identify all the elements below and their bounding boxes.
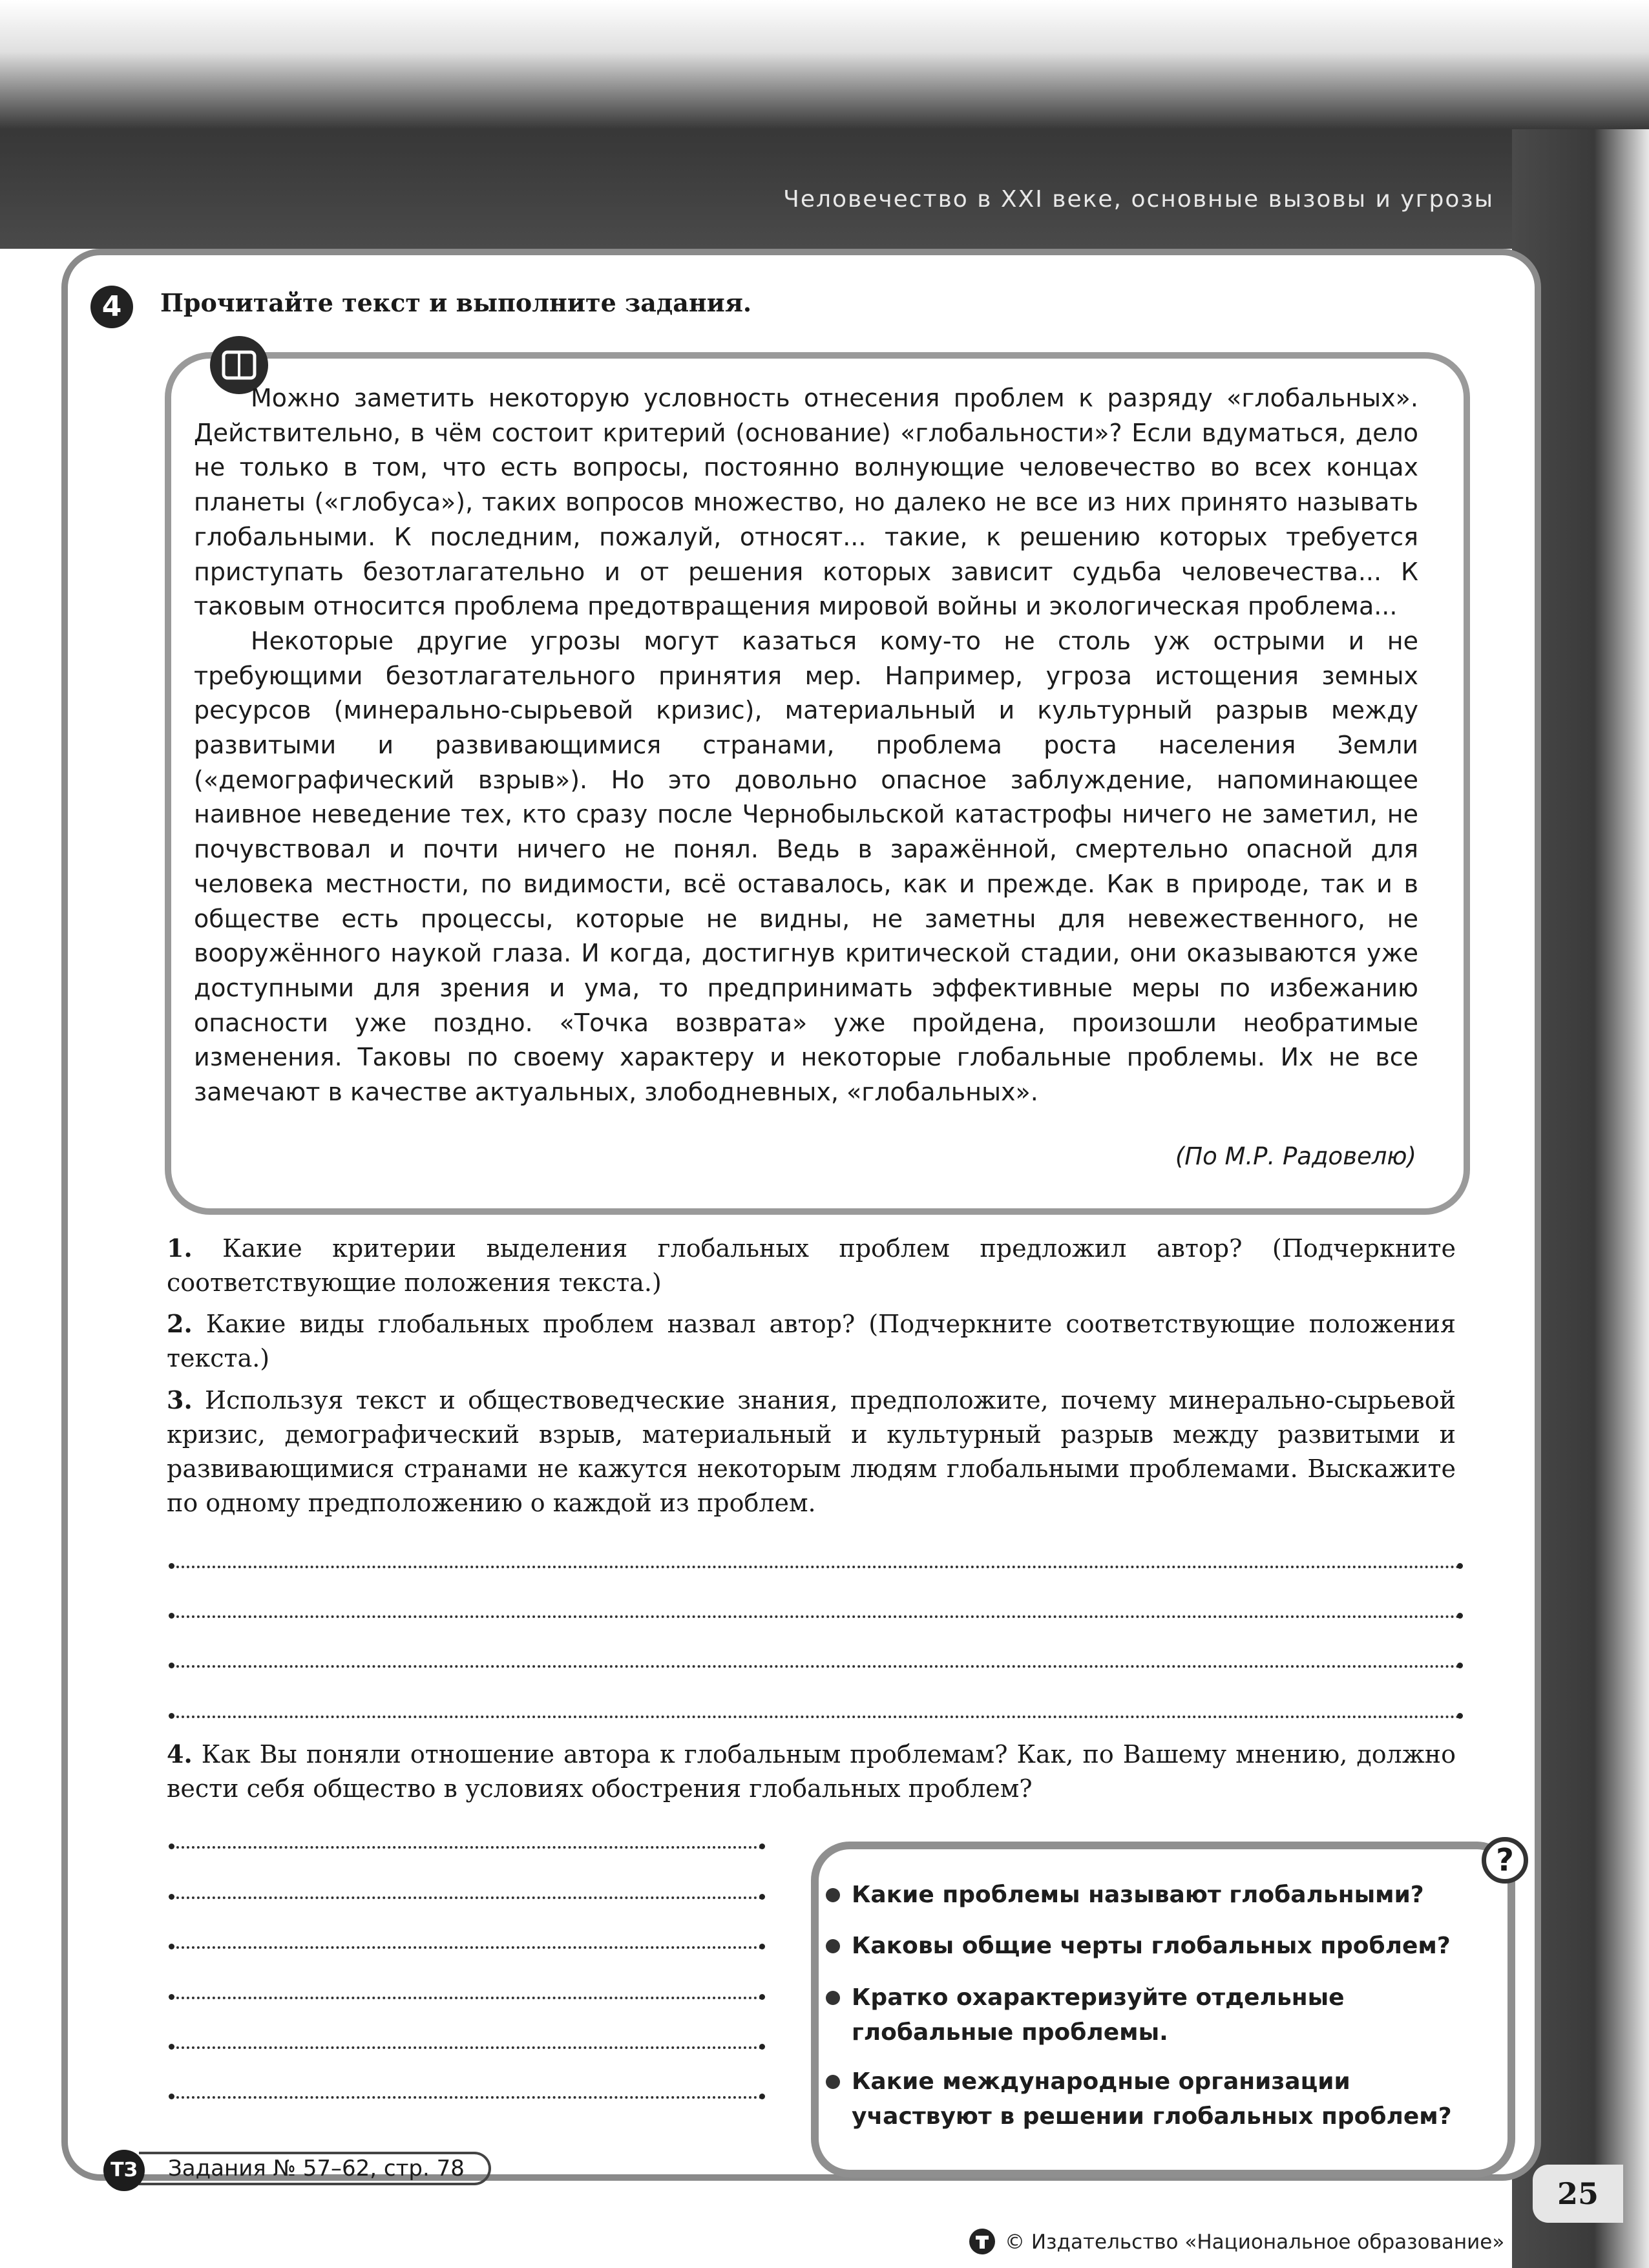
answer-line[interactable] xyxy=(171,1946,762,1949)
publisher-credit xyxy=(1005,2231,1504,2254)
question-1 xyxy=(167,1231,1456,1300)
question-3 xyxy=(167,1383,1456,1520)
question-number: 1. xyxy=(167,1234,193,1263)
header-fade xyxy=(0,0,1649,129)
review-item-text: Кратко охарактеризуйте отдельные глобальные проблемы. xyxy=(852,1984,1345,2046)
reading-paragraph-2: Некоторые другие угрозы могут казаться кому-то не столь уж острыми и не требующими безотлагательного принятия мер. Например, угроза истощения земных ресурсов (минерально-сырьевой кризис), материальный и культурный разрыв между развитыми и развивающимися странами, проблема роста населения Земли («демографический взрыв»). Но это довольно опасное заблуждение, напоминающее наивное неведение тех, кто сразу после Чернобыльской катастрофы ничего не заметил, не почувствовал и почти ничего не понял. Ведь в заражённой, смертельно опасной для человека местности, по видимости, всё оставалось, как и прежде. Как в природе, так и в обществе есть процессы, которые не видны, не заметны для невежественного, не вооружённого наукой глаза. И когда, достигнув критической стадии, они оказываются уже доступными для зрения и ума, то предпринимать эффективные меры по избежанию опасности уже поздно. «Точка возврата» уже пройдена, произошли необратимые изменения. Таковы по своему характеру и некоторые глобальные проблемы. Их не все замечают в качестве актуальных, злободневных, «глобальных». xyxy=(194,626,1418,1107)
question-mark-icon: ? xyxy=(1482,1837,1528,1884)
review-item-text: Каковы общие черты глобальных проблем? xyxy=(852,1933,1451,1959)
bullet-icon xyxy=(826,2075,840,2089)
reading-source: (По М.Р. Радовелю) xyxy=(1175,1142,1416,1170)
review-item xyxy=(852,1980,1498,2050)
review-item-text: Какие международные организации участвуют в решении глобальных проблем? xyxy=(852,2068,1452,2130)
question-number: 4. xyxy=(167,1739,193,1769)
task-heading: Прочитайте текст и выполните задания. xyxy=(160,288,752,317)
answer-line[interactable] xyxy=(171,1997,762,1999)
page-number: 25 xyxy=(1533,2165,1623,2223)
review-item xyxy=(852,1878,1498,1913)
question-number: 2. xyxy=(167,1309,193,1338)
answer-line[interactable] xyxy=(171,1615,1460,1618)
answer-line[interactable] xyxy=(171,1846,762,1849)
workbook-reference: Задания № 57–62, стр. 78 xyxy=(139,2152,491,2185)
answer-line[interactable] xyxy=(171,2096,762,2099)
publisher-logo-icon xyxy=(967,2227,997,2256)
answer-line[interactable] xyxy=(171,1665,1460,1668)
review-item xyxy=(852,2064,1498,2134)
review-item xyxy=(852,1929,1498,1964)
answer-line[interactable] xyxy=(171,1716,1460,1718)
bullet-icon xyxy=(826,1888,840,1902)
answer-line[interactable] xyxy=(171,2046,762,2049)
review-item-text: Какие проблемы называют глобальными? xyxy=(852,1882,1424,1908)
question-text: Какие критерии выделения глобальных проблем предложил автор? (Подчеркните соответствующие положения текста.) xyxy=(167,1234,1456,1297)
tz-badge: ТЗ xyxy=(103,2150,145,2191)
answer-line[interactable] xyxy=(171,1566,1460,1568)
question-text: Используя текст и обществоведческие знания, предположите, почему минерально-сырьевой кризис, демографический взрыв, материальный и культурный разрыв между развитыми и развивающимися странами не кажутся некоторым людям глобальными проблемами. Выскажите по одному предположению о каждой из проблем. xyxy=(167,1386,1456,1517)
reading-paragraph-1: Можно заметить некоторую условность отнесения проблем к разряду «глобальных». Действительно, в чём состоит критерий (основание) «глобальности»? Если вдуматься, дело не только в том, что есть вопросы, постоянно волнующие человечество во всех концах планеты («глобуса»), таких вопросов множество, но далеко не все из них принято называть глобальными. К последним, пожалуй, относят... такие, к решению которых требуется приступать безотлагательно и от решения которых зависит судьба человечества... К таковым относится проблема предотвращения мировой войны и экологическая проблема... xyxy=(194,384,1418,621)
question-text: Какие виды глобальных проблем назвал автор? (Подчеркните соответствующие положения текста.) xyxy=(167,1310,1456,1372)
publisher-text: © Издательство «Национальное образование» xyxy=(1005,2231,1505,2254)
chapter-title: Человечество в XXI веке, основные вызовы и угрозы xyxy=(783,186,1494,213)
question-text: Как Вы поняли отношение автора к глобальным проблемам? Как, по Вашему мнению, должно вести себя общество в условиях обострения глобальных проблем? xyxy=(167,1740,1456,1803)
question-2 xyxy=(167,1307,1456,1376)
task-number-badge: 4 xyxy=(90,286,133,328)
question-4 xyxy=(167,1737,1456,1806)
reading-text xyxy=(194,381,1418,1110)
question-number: 3. xyxy=(167,1385,193,1414)
answer-line[interactable] xyxy=(171,1896,762,1899)
bullet-icon xyxy=(826,1991,840,2005)
bullet-icon xyxy=(826,1939,840,1953)
